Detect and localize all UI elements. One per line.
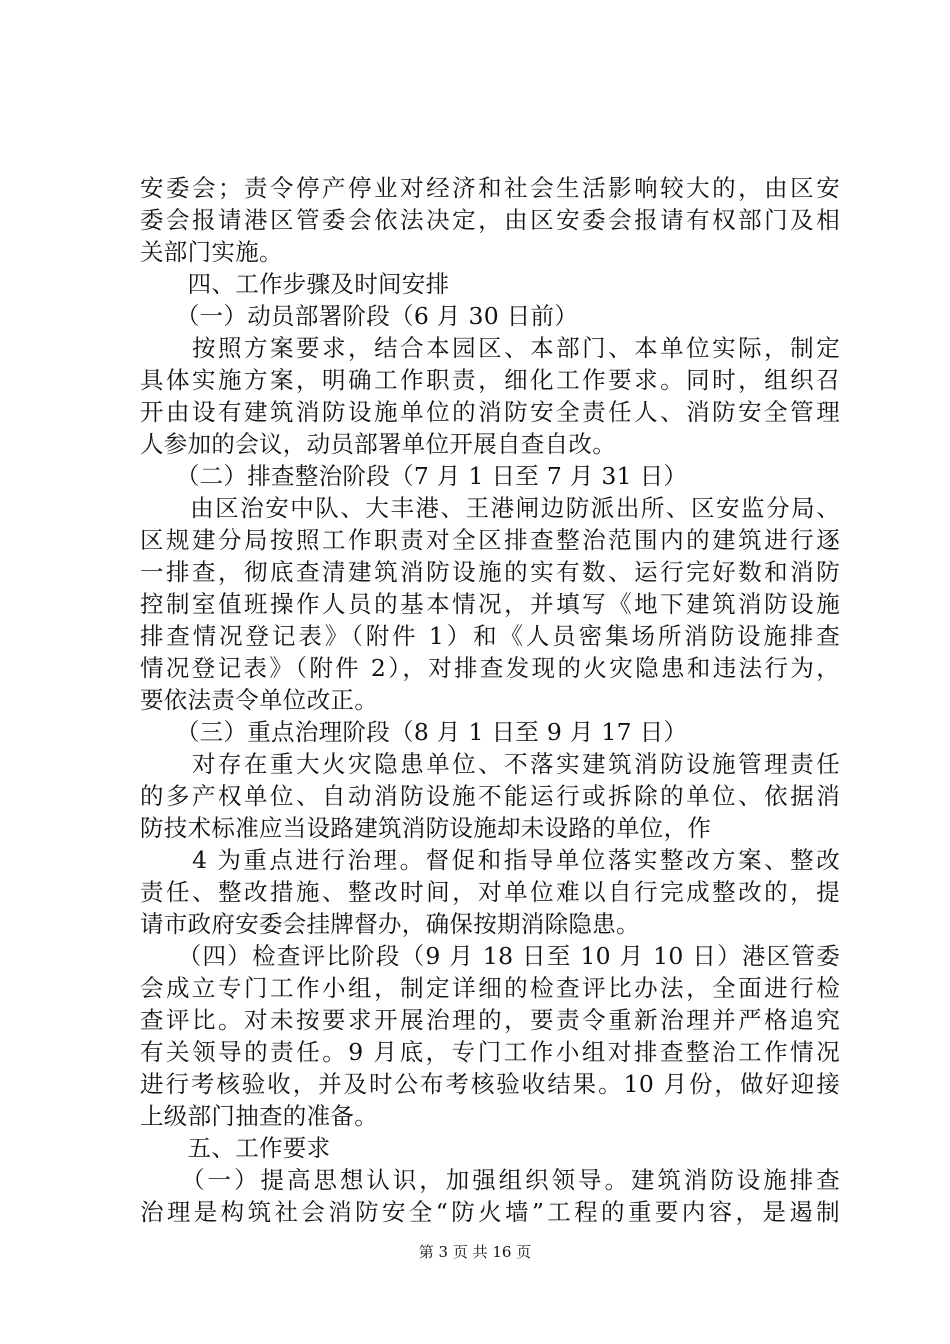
text-line: （一）动员部署阶段（6 月 30 日前）	[140, 302, 579, 330]
text-line: 要依法责令单位改正。	[140, 686, 378, 714]
text-line: 对存在重大火灾隐患单位、不落实建筑消防设施管理责任	[140, 750, 840, 778]
text-line: 情况登记表》（附件 2），对排查发现的火灾隐患和违法行为，	[140, 654, 840, 682]
text-line: 治理是构筑社会消防安全“防火墙”工程的重要内容，是遏制	[140, 1198, 840, 1226]
text-line: （一）提高思想认识，加强组织领导。建筑消防设施排查	[140, 1166, 840, 1194]
text-line: 由区治安中队、大丰港、王港闸边防派出所、区安监分局、	[140, 494, 840, 522]
text-line: 控制室值班操作人员的基本情况，并填写《地下建筑消防设施	[140, 590, 840, 618]
text-line: 4 为重点进行治理。督促和指导单位落实整改方案、整改	[140, 846, 840, 874]
text-line: 四、工作步骤及时间安排	[140, 270, 450, 298]
text-line: （三）重点治理阶段（8 月 1 日至 9 月 17 日）	[140, 718, 688, 746]
text-line: （二）排查整治阶段（7 月 1 日至 7 月 31 日）	[140, 462, 688, 490]
text-line: 有关领导的责任。9 月底，专门工作小组对排查整治工作情况	[140, 1038, 840, 1066]
page-footer: 第 3 页 共 16 页	[418, 1243, 532, 1261]
text-line: 具体实施方案，明确工作职责，细化工作要求。同时，组织召	[140, 366, 840, 394]
text-line: 人参加的会议，动员部署单位开展自查自改。	[140, 430, 616, 458]
text-line: 责任、整改措施、整改时间，对单位难以自行完成整改的，提	[140, 878, 840, 906]
text-line: 查评比。对未按要求开展治理的，要责令重新治理并严格追究	[140, 1006, 840, 1034]
text-line: （四）检查评比阶段（9 月 18 日至 10 月 10 日）港区管委	[140, 942, 840, 970]
text-line: 五、工作要求	[140, 1134, 331, 1162]
text-line: 开由设有建筑消防设施单位的消防安全责任人、消防安全管理	[140, 398, 840, 426]
text-line: 一排查，彻底查清建筑消防设施的实有数、运行完好数和消防	[140, 558, 840, 586]
text-line: 会成立专门工作小组，制定详细的检查评比办法，全面进行检	[140, 974, 840, 1002]
text-line: 防技术标准应当设路建筑消防设施却未设路的单位，作	[140, 814, 712, 842]
text-line: 委会报请港区管委会依法决定，由区安委会报请有权部门及相	[140, 206, 840, 234]
text-line: 安委会；责令停产停业对经济和社会生活影响较大的，由区安	[140, 174, 840, 202]
text-line: 的多产权单位、自动消防设施不能运行或拆除的单位、依据消	[140, 782, 840, 810]
text-line: 进行考核验收，并及时公布考核验收结果。10 月份，做好迎接	[140, 1070, 840, 1098]
text-line: 上级部门抽查的准备。	[140, 1102, 378, 1130]
document-body	[140, 172, 840, 1228]
text-line: 区规建分局按照工作职责对全区排查整治范围内的建筑进行逐	[140, 526, 840, 554]
text-line: 请市政府安委会挂牌督办，确保按期消除隐患。	[140, 910, 640, 938]
text-line: 按照方案要求，结合本园区、本部门、本单位实际，制定	[140, 334, 840, 362]
text-line: 排查情况登记表》（附件 1）和《人员密集场所消防设施排查	[140, 622, 840, 650]
text-line: 关部门实施。	[140, 238, 283, 266]
